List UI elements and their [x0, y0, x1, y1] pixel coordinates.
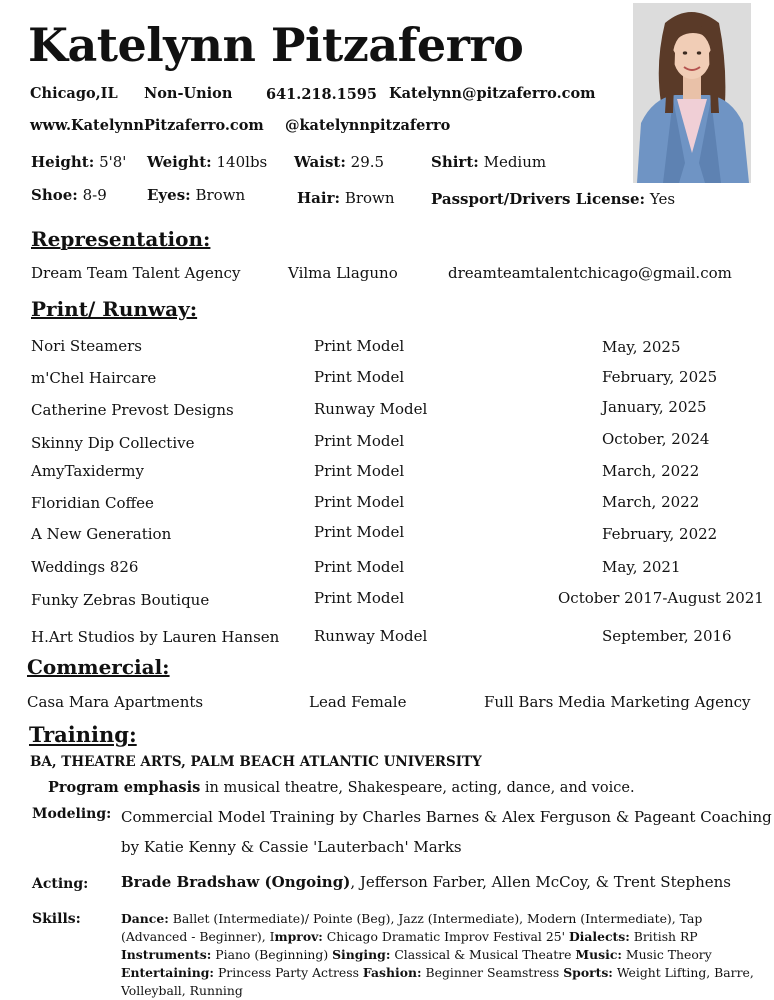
print-date: March, 2022 — [602, 462, 700, 480]
print-client: Floridian Coffee — [31, 494, 154, 512]
degree: BA, THEATRE ARTS, PALM BEACH ATLANTIC UNIVERSITY — [30, 754, 482, 770]
headshot-photo — [633, 3, 751, 183]
website-link[interactable]: www.KatelynnPitzaferro.com — [30, 117, 264, 134]
print-role: Print Model — [314, 337, 405, 355]
print-date: January, 2025 — [602, 398, 707, 416]
stat-passport: Passport/Drivers License: Yes — [431, 190, 676, 208]
modeling-label: Modeling: — [32, 806, 112, 822]
commercial-project: Casa Mara Apartments — [27, 693, 204, 711]
print-client: AmyTaxidermy — [31, 462, 144, 480]
modeling-line-2: by Katie Kenny & Cassie 'Lauterbach' Marks — [121, 838, 462, 856]
print-role: Print Model — [314, 589, 405, 607]
actor-name: Katelynn Pitzaferro — [28, 18, 524, 72]
print-date: October 2017-August 2021 — [558, 589, 764, 607]
rep-agency: Dream Team Talent Agency — [31, 264, 241, 282]
stat-weight: Weight: 140lbs — [147, 153, 268, 171]
stat-shirt: Shirt: Medium — [431, 153, 547, 171]
union-status: Non-Union — [144, 85, 233, 102]
print-client: Weddings 826 — [31, 558, 139, 576]
training-heading: Training: — [29, 722, 137, 747]
commercial-role: Lead Female — [309, 693, 407, 711]
print-client: Catherine Prevost Designs — [31, 401, 234, 419]
representation-heading: Representation: — [31, 227, 211, 251]
print-client: Nori Steamers — [31, 337, 142, 355]
phone-number: 641.218.1595 — [266, 86, 377, 103]
print-date: October, 2024 — [602, 430, 710, 448]
stat-shoe: Shoe: 8-9 — [31, 186, 107, 204]
print-role: Print Model — [314, 493, 405, 511]
print-role: Print Model — [314, 462, 405, 480]
stat-height: Height: 5'8' — [31, 153, 127, 171]
stat-waist: Waist: 29.5 — [294, 153, 385, 171]
social-handle[interactable]: @katelynnpitzaferro — [285, 117, 451, 134]
print-role: Print Model — [314, 523, 405, 541]
commercial-company: Full Bars Media Marketing Agency — [484, 693, 751, 711]
print-role: Print Model — [314, 432, 405, 450]
print-date: February, 2022 — [602, 525, 718, 543]
print-date: May, 2021 — [602, 558, 681, 576]
print-role: Print Model — [314, 368, 405, 386]
print-date: February, 2025 — [602, 368, 718, 386]
stat-eyes: Eyes: Brown — [147, 186, 246, 204]
print-date: March, 2022 — [602, 493, 700, 511]
print-role: Print Model — [314, 558, 405, 576]
print-client: m'Chel Haircare — [31, 369, 157, 387]
rep-agent: Vilma Llaguno — [288, 264, 398, 282]
skills-label: Skills: — [32, 911, 81, 927]
print-role: Runway Model — [314, 627, 428, 645]
print-date: September, 2016 — [602, 627, 732, 645]
acting-teachers: Brade Bradshaw (Ongoing), Jefferson Farber, Allen McCoy, & Trent Stephens — [121, 873, 731, 891]
modeling-line-1: Commercial Model Training by Charles Barnes & Alex Ferguson & Pageant Coaching — [121, 808, 772, 826]
skills-list: Dance: Ballet (Intermediate)/ Pointe (Beg), Jazz (Intermediate), Modern (Intermediate), Tap (Advanced - Beginner), Improv: Chicago Dramatic Improv Festival 25' Dialects: British RP Instruments: Piano (Beginning) Singing: Classical & Musical Theatre Music: Music Theory Entertaining: Princess Party Actress Fashion: Beginner Seamstress Sports: Weight Lifting, Barre, Volleyball, Running — [121, 911, 754, 998]
program-emphasis: Program emphasis in musical theatre, Shakespeare, acting, dance, and voice. — [48, 779, 635, 796]
stat-hair: Hair: Brown — [297, 189, 395, 207]
acting-label: Acting: — [32, 876, 89, 892]
commercial-heading: Commercial: — [27, 655, 170, 679]
rep-email[interactable]: dreamteamtalentchicago@gmail.com — [448, 264, 732, 282]
print-client: H.Art Studios by Lauren Hansen — [31, 628, 280, 646]
print-role: Runway Model — [314, 400, 428, 418]
location: Chicago,IL — [30, 85, 118, 102]
print-date: May, 2025 — [602, 338, 681, 356]
email-address[interactable]: Katelynn@pitzaferro.com — [389, 85, 596, 102]
print-client: Funky Zebras Boutique — [31, 591, 210, 609]
print-client: A New Generation — [31, 525, 172, 543]
print-client: Skinny Dip Collective — [31, 434, 195, 452]
print-heading: Print/ Runway: — [31, 297, 198, 321]
